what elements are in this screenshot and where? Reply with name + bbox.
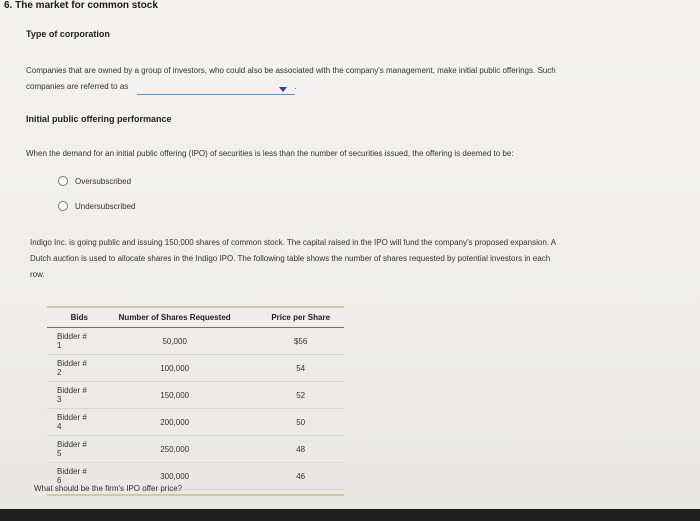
cell-bidder: Bidder # 5 [47, 436, 92, 463]
type-question-line2-row [26, 79, 686, 95]
cell-shares: 300,000 [92, 463, 257, 490]
page-title: 6. The market for common stock [4, 0, 158, 11]
dropdown-arrow-icon[interactable] [279, 87, 287, 92]
cell-price: $56 [257, 328, 344, 355]
ipo-question-text: When the demand for an initial public offering (IPO) of securities is less than the number of securities issued, the offering is deemed to be: [26, 149, 514, 158]
header-bids: Bids [47, 308, 92, 328]
cell-bidder: Bidder # 3 [47, 382, 92, 409]
cell-shares: 100,000 [92, 355, 257, 382]
cell-shares: 250,000 [92, 436, 257, 463]
table-row [47, 355, 344, 382]
type-question-line2: companies are referred to as [26, 82, 129, 91]
table-row [47, 382, 344, 409]
cell-bidder: Bidder # 1 [47, 328, 92, 355]
section-heading-type: Type of corporation [26, 29, 110, 39]
bids-table [47, 308, 344, 490]
radio-label-oversubscribed: Oversubscribed [75, 176, 132, 186]
radio-option-undersubscribed[interactable] [58, 201, 135, 211]
cell-shares: 50,000 [92, 328, 257, 355]
offer-price-question: What should be the firm's IPO offer price? [34, 484, 183, 493]
dropdown-period: . [294, 82, 297, 91]
radio-option-oversubscribed[interactable] [58, 176, 131, 186]
cell-price: 48 [257, 436, 344, 463]
cell-bidder: Bidder # 6 [47, 463, 92, 490]
cell-shares: 150,000 [92, 382, 257, 409]
section-heading-ipo: Initial public offering performance [26, 114, 172, 124]
type-question-line1: Companies that are owned by a group of investors, who could also be associated with the company's management, make initial public offerings. Such [26, 66, 556, 75]
table-row [47, 436, 344, 463]
header-price: Price per Share [257, 308, 344, 328]
cell-shares: 200,000 [92, 409, 257, 436]
dutch-auction-line3: row. [30, 270, 45, 279]
cell-price: 54 [257, 355, 344, 382]
table-header-row [47, 308, 344, 328]
table-row [47, 328, 344, 355]
cell-bidder: Bidder # 2 [47, 355, 92, 382]
radio-button-icon[interactable] [58, 176, 68, 186]
screen-bottom-edge [0, 509, 700, 521]
type-question-text [26, 63, 686, 95]
header-shares: Number of Shares Requested [92, 308, 257, 328]
dutch-auction-text [30, 235, 680, 283]
bids-table-container [47, 306, 344, 496]
corporation-type-dropdown[interactable] [137, 84, 295, 95]
cell-bidder: Bidder # 4 [47, 409, 92, 436]
dutch-auction-line1: Indigo Inc. is going public and issuing 150,000 shares of common stock. The capital raised in the IPO will fund the company's proposed expansion. A [30, 238, 557, 247]
table-row [47, 409, 344, 436]
radio-button-icon[interactable] [58, 201, 68, 211]
cell-price: 52 [257, 382, 344, 409]
radio-label-undersubscribed: Undersubscribed [75, 201, 136, 211]
cell-price: 46 [257, 463, 344, 490]
cell-price: 50 [257, 409, 344, 436]
dutch-auction-line2: Dutch auction is used to allocate shares in the Indigo IPO. The following table shows the number of shares requested by potential investors in each [30, 254, 551, 263]
